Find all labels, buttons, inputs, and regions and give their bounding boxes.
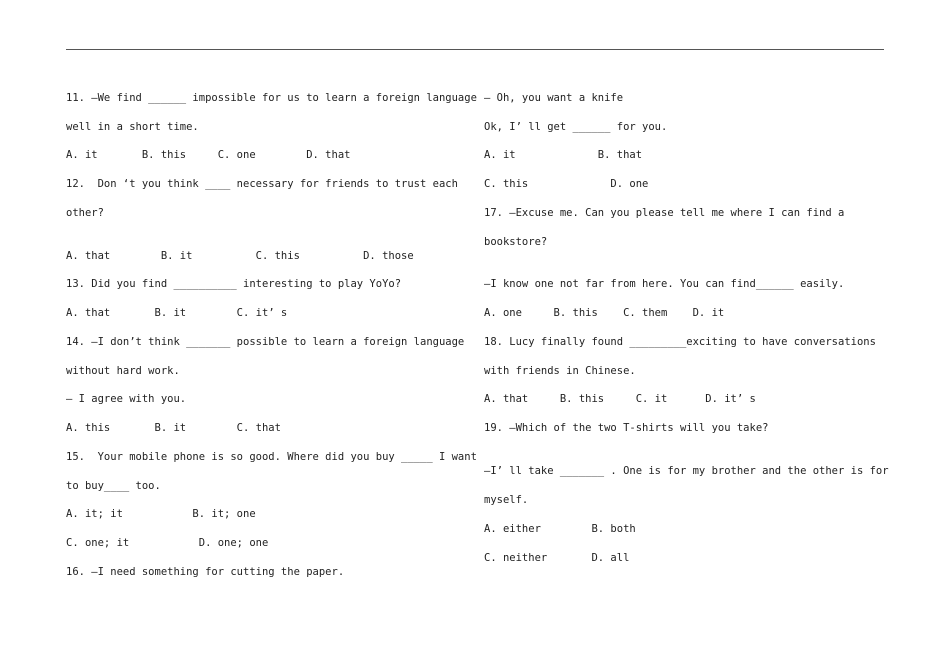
q17-stem-line2: bookstore?: [484, 236, 548, 248]
q19-stem: 19. —Which of the two T-shirts will you take?: [484, 422, 769, 434]
q16-options-cd: C. this D. one: [484, 178, 649, 190]
q13-stem: 13. Did you find __________ interesting to play YoYo?: [66, 278, 402, 290]
q16-stem: 16. —I need something for cutting the paper.: [66, 566, 345, 578]
q19-options-ab: A. either B. both: [484, 523, 636, 535]
q19-reply-line2: myself.: [484, 494, 529, 506]
q12-stem-line2: other?: [66, 207, 104, 219]
q15-options-cd: C. one; it D. one; one: [66, 537, 269, 549]
q17-reply: —I know one not far from here. You can find______ easily.: [484, 278, 845, 290]
q18-stem-line2: with friends in Chinese.: [484, 365, 636, 377]
q15-options-ab: A. it; it B. it; one: [66, 508, 256, 520]
q12-stem-line1: 12. Don ‘t you think ____ necessary for friends to trust each: [66, 178, 458, 190]
q19-reply-line1: —I’ ll take _______ . One is for my brother and the other is for: [484, 465, 889, 477]
q16-options-ab: A. it B. that: [484, 149, 643, 161]
q14-stem-line2: without hard work.: [66, 365, 180, 377]
q19-options-cd: C. neither D. all: [484, 552, 630, 564]
q13-options: A. that B. it C. it’ s: [66, 307, 288, 319]
q17-options: A. one B. this C. them D. it: [484, 307, 725, 319]
q16-dialogue-line1: — Oh, you want a knife: [484, 92, 624, 104]
q11-options: A. it B. this C. one D. that: [66, 149, 351, 161]
q16-dialogue-line2: Ok, I’ ll get ______ for you.: [484, 121, 668, 133]
q17-stem-line1: 17. —Excuse me. Can you please tell me where I can find a: [484, 207, 845, 219]
q15-stem-line1: 15. Your mobile phone is so good. Where did you buy _____ I want: [66, 451, 477, 463]
q18-options: A. that B. this C. it D. it’ s: [484, 393, 756, 405]
q15-stem-line2: to buy____ too.: [66, 480, 161, 492]
q11-stem-line2: well in a short time.: [66, 121, 199, 133]
q14-reply: — I agree with you.: [66, 393, 187, 405]
q11-stem-line1: 11. —We find ______ impossible for us to learn a foreign language: [66, 92, 477, 104]
q12-options: A. that B. it C. this D. those: [66, 250, 414, 262]
q18-stem-line1: 18. Lucy finally found _________exciting to have conversations: [484, 336, 876, 348]
header-rule: [66, 49, 884, 50]
q14-options: A. this B. it C. that: [66, 422, 281, 434]
q14-stem-line1: 14. —I don’t think _______ possible to learn a foreign language: [66, 336, 465, 348]
